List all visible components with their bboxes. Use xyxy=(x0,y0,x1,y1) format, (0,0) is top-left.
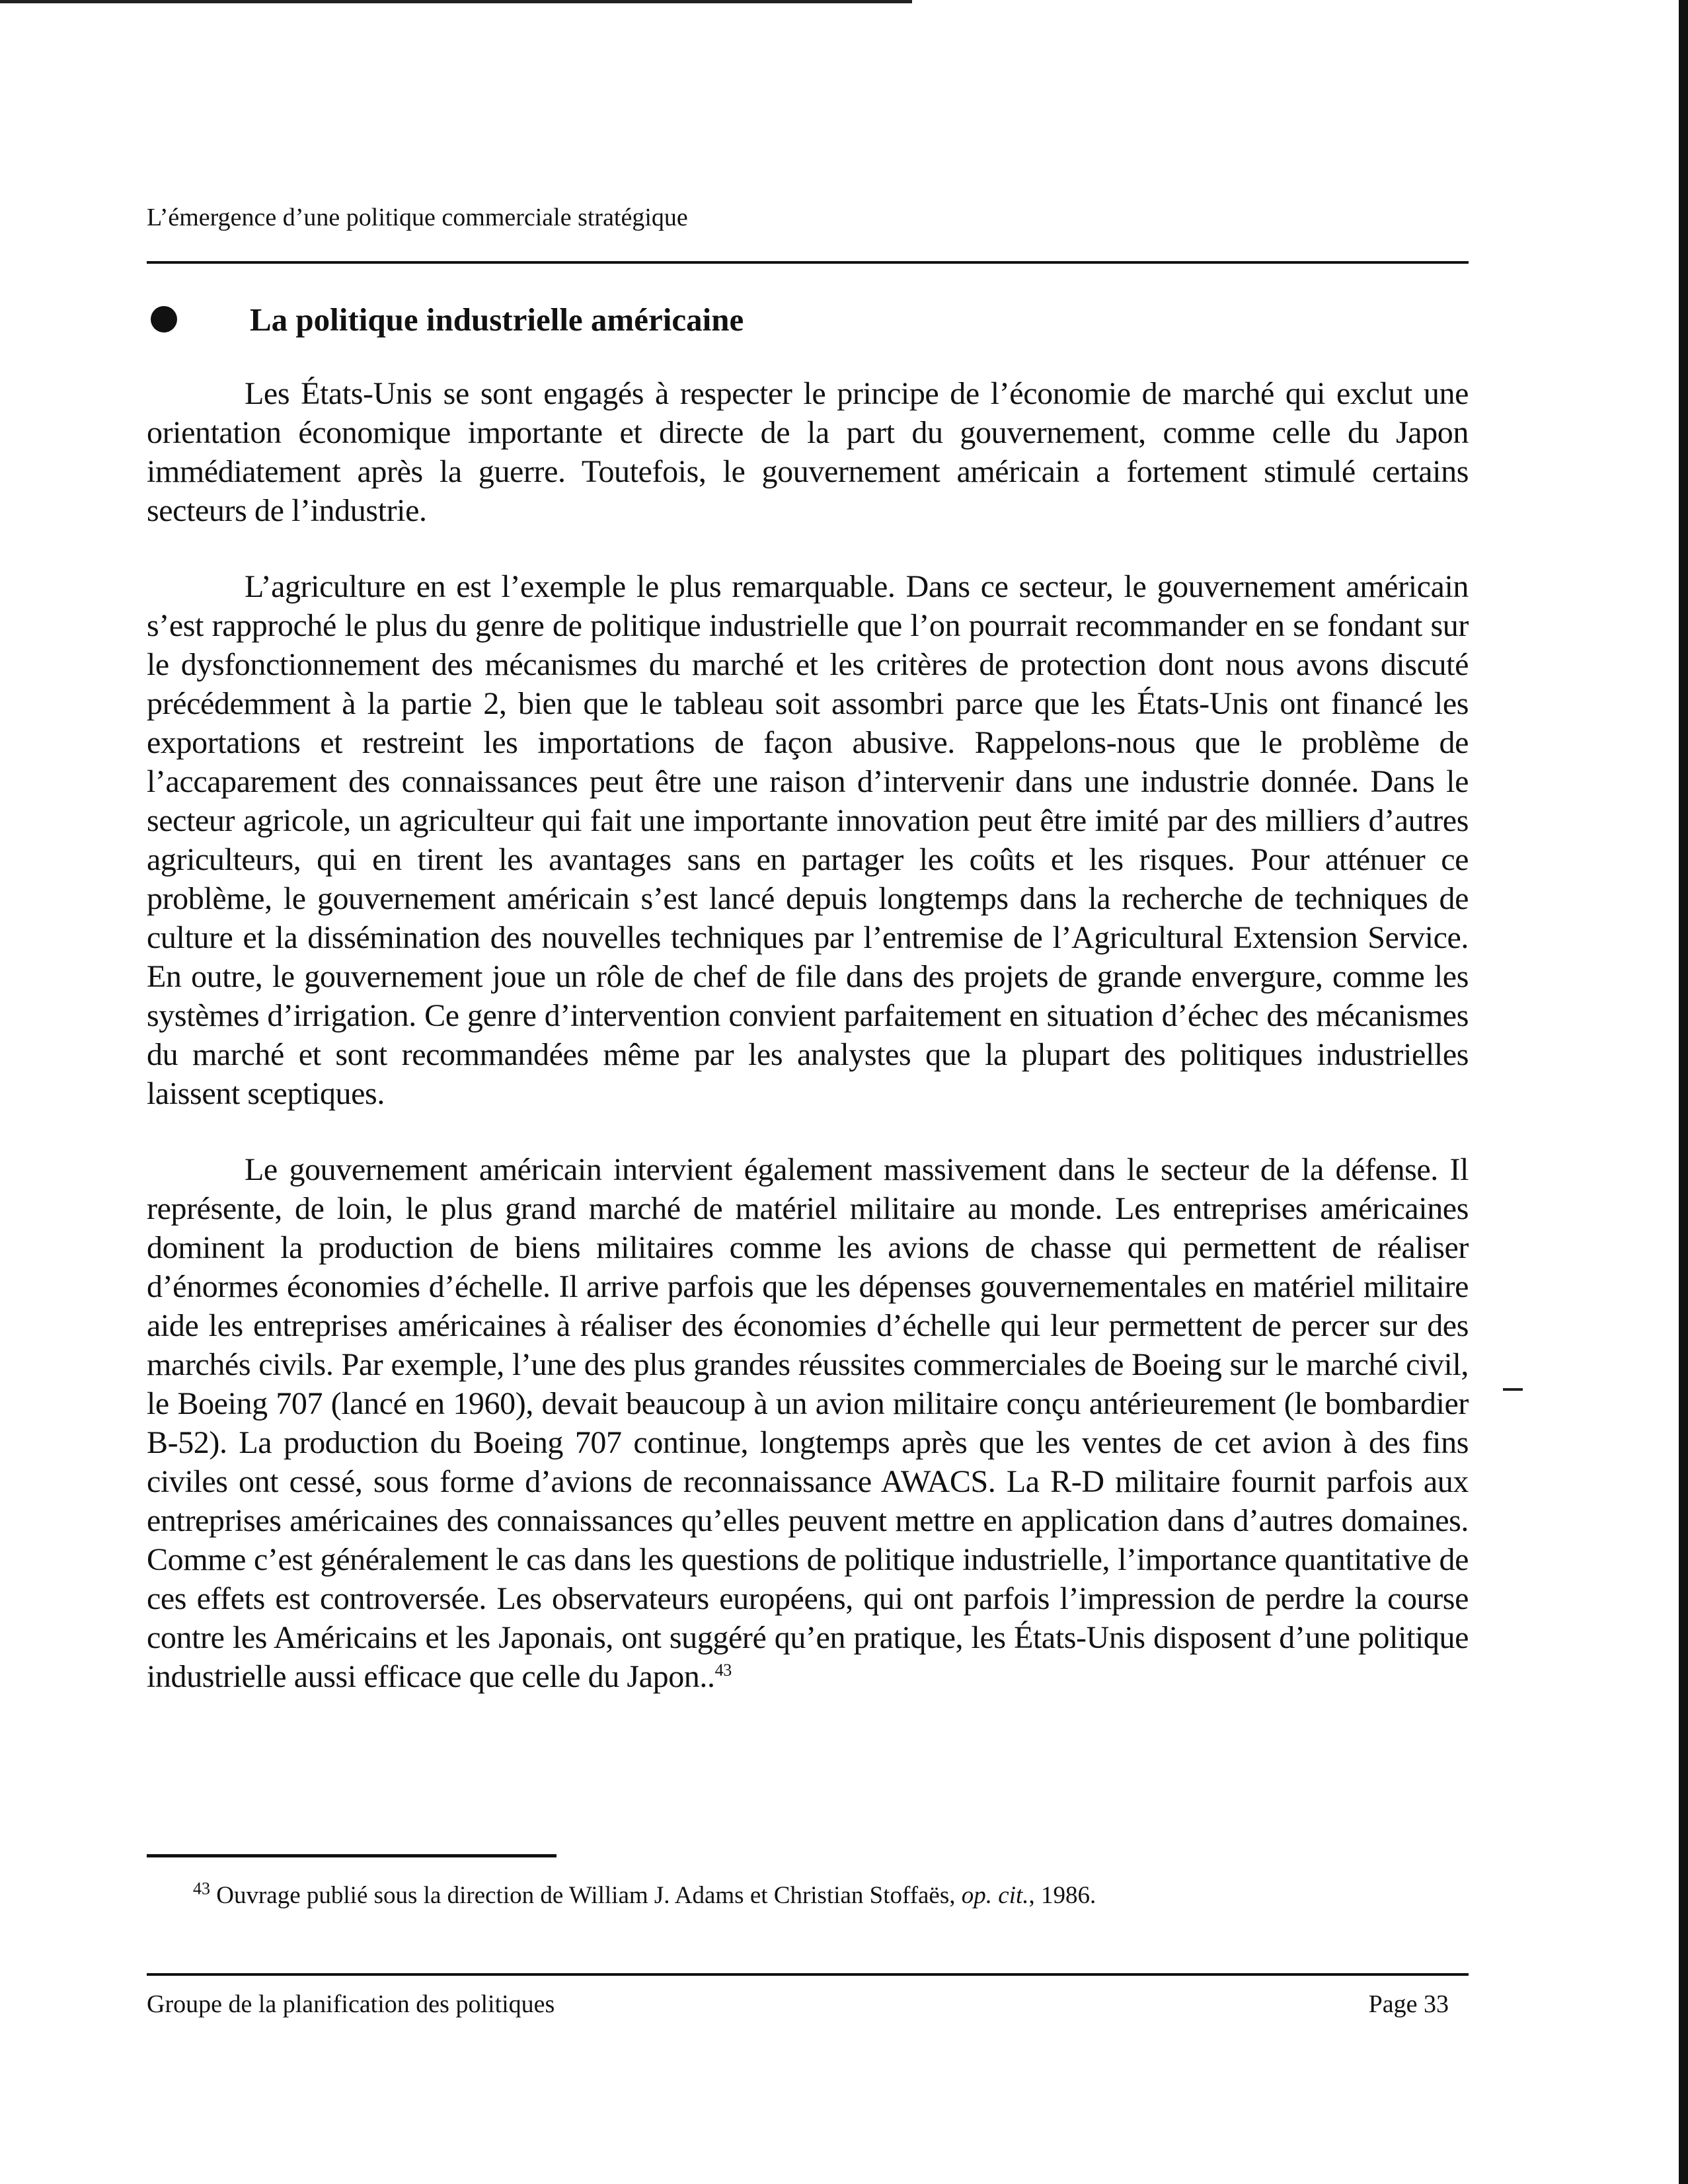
footnote-reference: 43 xyxy=(714,1660,732,1680)
footnote xyxy=(193,1881,1096,1911)
scan-edge-shadow xyxy=(1679,0,1688,2184)
footnote-text: Ouvrage publié sous la direction de William J. Adams et Christian Stoffaës, xyxy=(216,1882,962,1909)
footnote-number: 43 xyxy=(193,1879,210,1898)
section-heading-text: La politique industrielle américaine xyxy=(250,301,744,338)
running-header: L’émergence d’une politique commerciale stratégique xyxy=(147,204,688,231)
footer-divider xyxy=(147,1973,1469,1976)
section-heading xyxy=(151,296,744,342)
bullet-icon xyxy=(151,306,177,332)
header-divider xyxy=(147,261,1469,264)
top-edge-rule xyxy=(0,0,912,3)
footnote-citation: op. cit. xyxy=(961,1882,1029,1909)
body-text xyxy=(147,374,1469,1733)
footnote-divider xyxy=(147,1854,556,1857)
page-number: Page 33 xyxy=(1368,1990,1449,2018)
paragraph-3 xyxy=(147,1150,1469,1696)
footnote-suffix: , 1986. xyxy=(1028,1882,1096,1909)
footer-organization: Groupe de la planification des politiques xyxy=(147,1990,555,2018)
margin-mark xyxy=(1503,1388,1523,1391)
paragraph-2: L’agriculture en est l’exemple le plus remarquable. Dans ce secteur, le gouvernement américain s’est rapproché le plus du genre de politique industrielle que l’on pourrait recommander en se fondant sur le dysfonctionnement des mécanismes du marché et les critères de protection dont nous avons discuté précédemment à la partie 2, bien que le tableau soit assombri parce que les États-Unis ont financé les exportations et restreint les importations de façon abusive. Rappelons-nous que le problème de l’accaparement des connaissances peut être une raison d’intervenir dans une industrie donnée. Dans le secteur agricole, un agriculteur qui fait une importante innovation peut être imité par des milliers d’autres agriculteurs, qui en tirent les avantages sans en partager les coûts et les risques. Pour atténuer ce problème, le gouvernement américain s’est lancé depuis longtemps dans la recherche de techniques de culture et la dissémination des nouvelles techniques par l’entremise de l’Agricultural Extension Service. En outre, le gouvernement joue un rôle de chef de file dans des projets de grande envergure, comme les systèmes d’irrigation. Ce genre d’intervention convient parfaitement en situation d’échec des mécanismes du marché et sont recommandées même par les analystes que la plupart des politiques industrielles laissent sceptiques. xyxy=(147,569,1469,1111)
paragraph-3-text: Le gouvernement américain intervient également massivement dans le secteur de la défense. Il représente, de loin, le plus grand marché de matériel militaire au monde. Les entreprises américaines dominent la production de biens militaires comme les avions de chasse qui permettent de réaliser d’énormes économies d’échelle. Il arrive parfois que les dépenses gouvernementales en matériel militaire aide les entreprises américaines à réaliser des économies d’échelle qui leur permettent de percer sur des marchés civils. Par exemple, l’une des plus grandes réussites commerciales de Boeing sur le marché civil, le Boeing 707 (lancé en 1960), devait beaucoup à un avion militaire conçu antérieurement (le bombardier B-52). La production du Boeing 707 continue, longtemps après que les ventes de cet avion à des fins civiles ont cessé, sous forme d’avions de reconnaissance AWACS. La R-D militaire fournit parfois aux entreprises américaines des connaissances qu’elles peuvent mettre en application dans d’autres domaines. Comme c’est généralement le cas dans les questions de politique industrielle, l’importance quantitative de ces effets est controversée. Les observateurs européens, qui ont parfois l’impression de perdre la course contre les Américains et les Japonais, ont suggéré qu’en pratique, les États-Unis disposent d’une politique industrielle aussi efficace que celle du Japon.. xyxy=(147,1152,1469,1694)
paragraph-1: Les États-Unis se sont engagés à respecter le principe de l’économie de marché qui exclut une orientation économique importante et directe de la part du gouvernement, comme celle du Japon immédiatement après la guerre. Toutefois, le gouvernement américain a fortement stimulé certains secteurs de l’industrie. xyxy=(147,376,1469,528)
